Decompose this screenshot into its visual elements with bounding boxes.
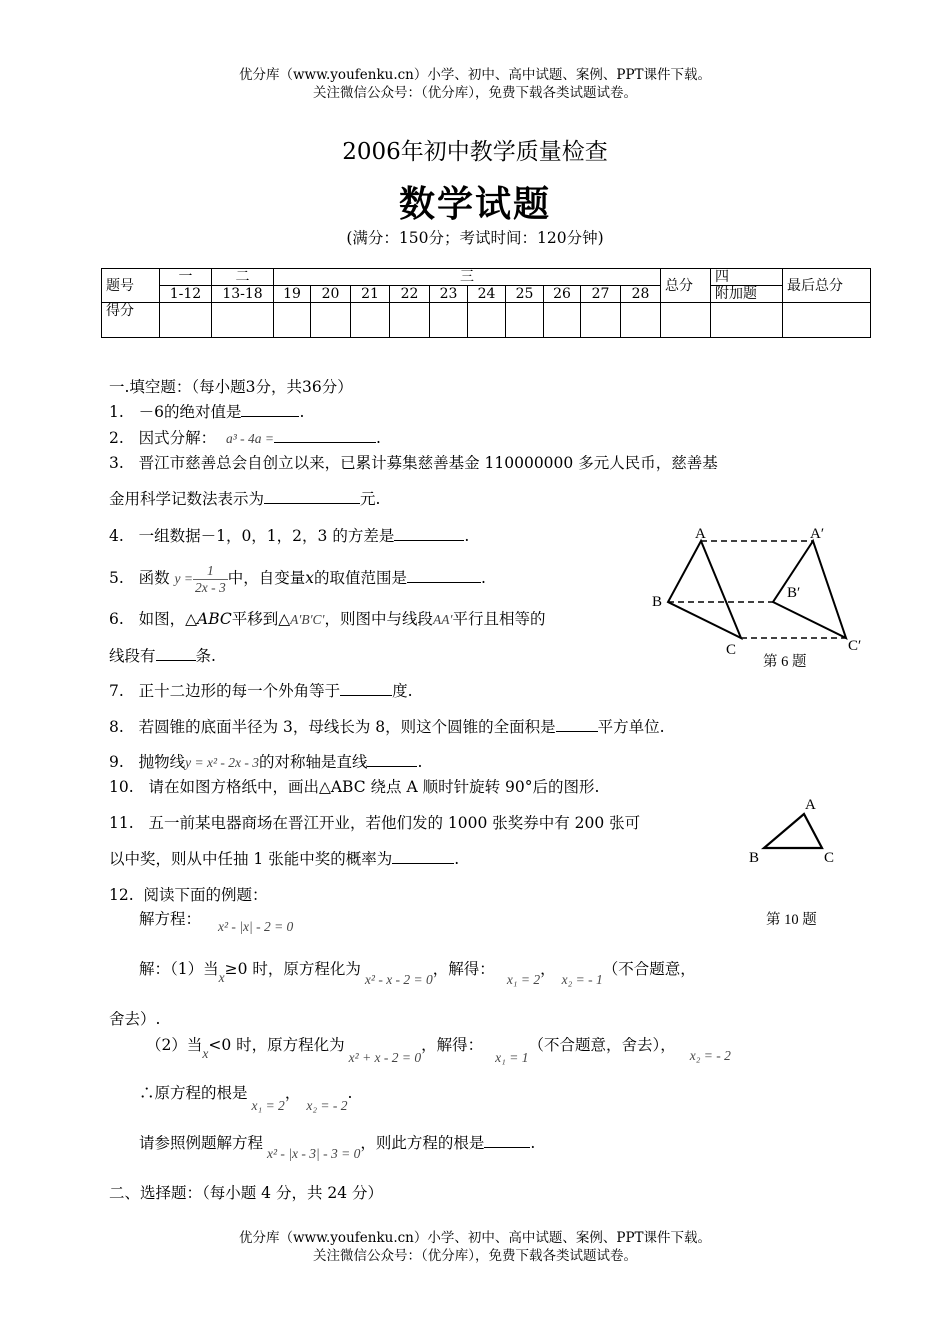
score-cell[interactable] [212,303,274,338]
question-text: 如图，△ [138,610,197,628]
solution-text: （2）当 [146,1036,203,1054]
punct: . [530,1134,536,1152]
question-number: 7. [109,682,124,700]
label-c-prime: C′ [848,638,862,654]
answer-blank[interactable] [340,681,392,696]
question-number: 12. [109,886,134,904]
root-value: x₂ = - 1 [561,972,603,987]
question-text: 度. [392,682,413,700]
question-text: 晋江市慈善总会自创立以来，已累计募集慈善基金 110000000 多元人民币，慈善基 [138,454,718,472]
math-expression: x² + x - 2 = 0 [348,1050,422,1065]
solution-text: ，解得： [421,1036,484,1054]
score-cell[interactable] [506,303,544,338]
table-header-section1: 一 [160,269,212,286]
triangle-label: A′B′C′ [290,612,325,627]
label-b: B [749,850,760,866]
question-text: 线段有 [109,647,156,665]
table-cell: 20 [311,286,351,303]
table-cell: 27 [581,286,621,303]
score-table [101,268,871,338]
section1-heading: 一.填空题：（每小题3分，共36分） [109,378,353,396]
triangle-a2b2c2 [773,541,846,638]
question-text: 的取值范围是 [314,569,408,587]
table-header-final-total: 最后总分 [783,269,871,303]
question-text: 函数 [138,569,170,587]
question-number: 8. [109,718,124,736]
exam-title: 数学试题 [398,183,551,225]
question-number: 3. [109,454,124,472]
question-11-line1 [109,811,640,833]
table-cell: 1-12 [160,286,212,303]
fraction [193,563,228,596]
table-cell: 23 [430,286,468,303]
question-1 [109,400,304,422]
footer-line2: 关注微信公众号：（优分库），免费下载各类试题试卷。 [313,1248,637,1264]
exam-subtitle: 2006年初中教学质量检查 [342,139,608,165]
root-value: x₁ = 1 [495,1050,529,1065]
question-3-line1 [109,451,718,473]
question-text: 条. [195,647,216,665]
segment-label: AA′ [433,612,453,627]
question-number: 4. [109,527,124,545]
solution-text: ， [540,960,556,978]
punct: . [417,753,423,771]
solution-case1 [139,957,696,987]
question-text: 元. [360,490,381,508]
triangle-label: ABC [197,610,232,628]
score-cell[interactable] [160,303,212,338]
solution-text: ≥0 时，原方程化为 [224,960,361,978]
section2-heading: 二、选择题：（每小题 4 分，共 24 分） [109,1184,384,1202]
variable: x [305,569,315,587]
triangle-abc [668,541,741,638]
question-11-line2 [109,847,459,869]
label-b-prime: B′ [787,585,801,601]
question-10 [109,775,599,797]
label-a: A [695,526,706,542]
punct: . [299,403,305,421]
table-header-section3: 三 [274,269,661,286]
question-text: －6的绝对值是 [138,403,242,421]
question-text: 一组数据－1，0，1，2，3 的方差是 [138,527,395,545]
question-text: 抛物线 [138,753,186,771]
question-number: 6. [109,610,124,628]
question-text: ，则此方程的根是 [360,1134,485,1152]
solution-text: 解：（1）当 [139,960,219,978]
question-6-line2 [109,644,216,666]
score-cell[interactable] [661,303,711,338]
root-value: x₁ = 2 [251,1098,285,1113]
label-a-prime: A′ [810,526,825,542]
solution-text: （不合题意， [602,960,696,978]
table-cell: 28 [621,286,661,303]
question-text: 平移到△ [231,610,291,628]
question-text: 五一前某电器商场在晋江开业，若他们发的 1000 张奖券中有 200 张可 [148,814,641,832]
variable: x [218,970,225,985]
answer-blank[interactable] [484,1133,530,1148]
math-expression: x² - |x - 3| - 3 = 0 [267,1146,361,1161]
example-equation: x² - |x| - 2 = 0 [218,919,294,934]
question-12-intro [109,883,268,905]
root-value: x₂ = - 2 [306,1098,348,1113]
label-c: C [824,850,835,866]
answer-blank[interactable] [392,849,454,864]
score-cell[interactable] [430,303,468,338]
question-text: 的对称轴是直线 [258,753,368,771]
table-cell: 26 [544,286,581,303]
score-cell[interactable] [274,303,311,338]
table-cell: 24 [468,286,506,303]
score-cell[interactable] [783,303,871,338]
figure-6 [640,520,880,680]
table-header-total: 总分 [661,269,711,303]
fraction-numerator: 1 [193,563,228,580]
answer-blank[interactable] [407,568,481,583]
table-cell: 25 [506,286,544,303]
question-text: 若圆锥的底面半径为 3，母线长为 8，则这个圆锥的全面积是 [138,718,556,736]
solution-case1-cont: 舍去）. [109,1010,161,1028]
question-number: 2. [109,429,124,447]
math-expression: a³ - 4a = [225,431,274,446]
figure-10-caption: 第 10 题 [766,912,817,928]
score-cell[interactable] [468,303,506,338]
punct: . [464,527,470,545]
solution-case2 [146,1033,731,1065]
footer-line1: 优分库（www.youfenku.cn）小学、初中、高中试题、案例、PPT课件下载。 [238,1230,712,1246]
table-score-label: 得分 [102,303,160,338]
question-number: 5. [109,569,124,587]
question-text: 阅读下面的例题： [143,886,268,904]
question-number: 10. [109,778,134,796]
question-number: 11. [109,814,134,832]
answer-blank[interactable] [367,752,417,767]
question-7 [109,679,413,701]
fraction-denominator: 2x - 3 [195,579,226,595]
label-a: A [805,797,816,813]
variable: x [202,1046,209,1061]
math-expression: y = x² - 2x - 3 [185,755,259,770]
question-5 [109,559,486,603]
math-expression: x² - x - 2 = 0 [364,972,433,987]
exam-info: (满分：150分；考试时间：120分钟) [346,229,604,247]
banner-line2: 关注微信公众号：（优分库），免费下载各类试题试卷。 [313,85,637,101]
question-number: 9. [109,753,124,771]
score-cell[interactable] [390,303,430,338]
score-cell[interactable] [581,303,621,338]
question-text: 金用科学记数法表示为 [109,490,265,508]
table-header-section4: 四 [711,269,783,286]
label-c: C [726,642,737,658]
answer-blank[interactable] [556,717,598,732]
question-text: 请参照例题解方程 [139,1134,264,1152]
question-3-line2 [109,487,380,509]
table-cell: 19 [274,286,311,303]
table-header-section2: 二 [212,269,274,286]
score-cell[interactable] [621,303,661,338]
answer-blank[interactable] [241,402,299,417]
question-4 [109,524,469,546]
example-label: 解方程： [139,910,202,928]
banner-line1: 优分库（www.youfenku.cn）小学、初中、高中试题、案例、PPT课件下载。 [238,67,712,83]
table-cell: 22 [390,286,430,303]
question-8 [109,715,665,737]
question-9 [109,750,422,772]
answer-blank[interactable] [156,646,196,661]
question-6-line1 [109,607,546,629]
question-12-task [139,1131,536,1161]
figure-10 [740,792,850,937]
table-cell: 附加题 [711,286,783,303]
score-cell[interactable] [544,303,581,338]
figure-6-caption: 第 6 题 [763,654,807,670]
answer-blank[interactable] [394,526,464,541]
table-cell: 21 [351,286,390,303]
punct: . [481,569,486,587]
question-text: 中，自变量 [227,569,306,587]
punct: . [454,850,460,868]
score-cell[interactable] [311,303,351,338]
score-cell[interactable] [711,303,783,338]
question-text: 正十二边形的每一个外角等于 [138,682,341,700]
solution-text: （不合题意，舍去）， [528,1036,676,1054]
solution-roots [139,1081,353,1113]
label-b: B [652,594,663,610]
question-text: 因式分解： [138,429,217,447]
math-expression: y = [174,571,194,586]
question-text: 平行且相等的 [452,610,546,628]
solution-text: ， [284,1084,301,1102]
root-value: x₂ = - 2 [689,1048,731,1063]
question-text: ，则图中与线段 [324,610,434,628]
table-cell: 13-18 [212,286,274,303]
solution-text: ，解得： [432,960,495,978]
root-value: x₁ = 2 [506,972,541,987]
solution-text: <0 时，原方程化为 [208,1036,345,1054]
question-number: 1. [109,403,124,421]
answer-blank[interactable] [264,489,360,504]
question-text: 平方单位. [597,718,665,736]
punct: . [375,429,381,447]
score-cell[interactable] [351,303,390,338]
triangle-abc-grid [764,814,822,848]
table-header-label: 题号 [102,269,160,303]
question-text: 请在如图方格纸中，画出△ABC 绕点 A 顺时针旋转 90°后的图形. [148,778,600,796]
solution-text: ∴原方程的根是 [139,1084,248,1102]
answer-blank[interactable] [274,428,376,443]
question-text: 以中奖，则从中任抽 1 张能中奖的概率为 [109,850,393,868]
solution-text: . [347,1084,353,1102]
question-2 [109,426,381,448]
